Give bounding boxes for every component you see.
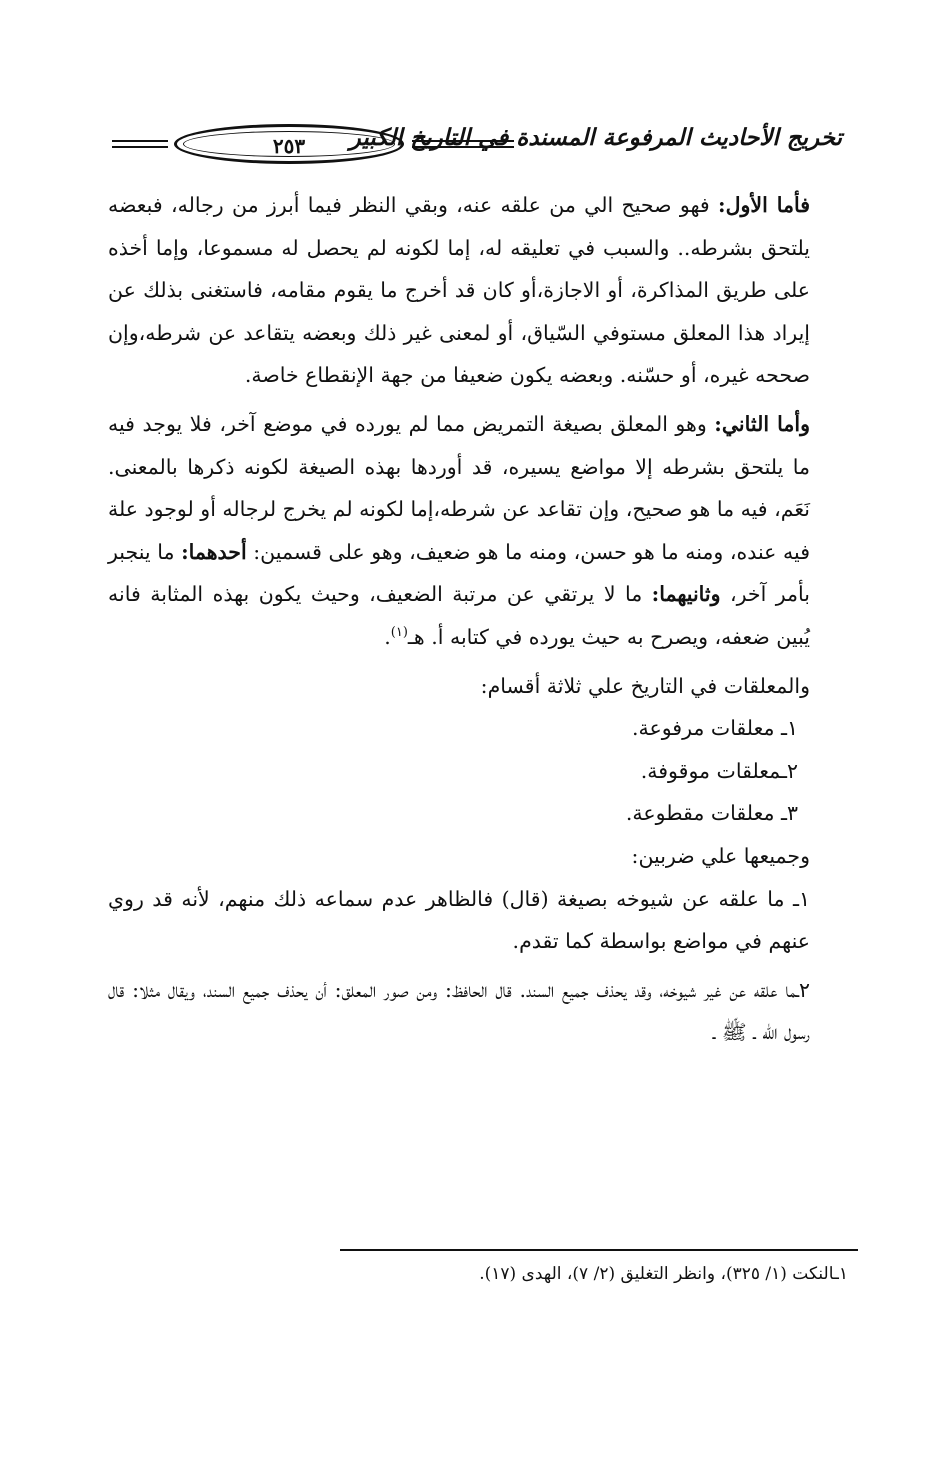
book-title: تخريج الأحاديث المرفوعة المسندة في التاريخ الكبير [349, 124, 842, 151]
list-item: ٣ـ معلقات مقطوعة. [625, 801, 798, 826]
list-item: ٢ـمعلقات موقوفة. [640, 758, 798, 783]
paragraph-kind-one: ١ـ ما علقه عن شيوخه بصيغة (قال) فالظاهر عدم سماعه ذلك منهم، لأنه قد روي عنهم في مواضع بواسطة كما تقدم. [108, 886, 810, 954]
page-number: ٢٥٣ [272, 134, 306, 158]
term-second: وأما الثاني: [714, 411, 810, 436]
header-rule-left [112, 140, 168, 150]
paragraph-text: فهو صحيح الي من علقه عنه، وبقي النظر فيما أبرز من رجاله، فبعضه يلتحق بشرطه.. والسبب في تعليقه له، إما لكونه لم يحصل له مسموعا، وإما أخذه على طريق المذاكرة، أو الاجازة،أو كان قد أخرج ما يقوم مقامه، فاستغنى بذلك عن إيراد هذا المعلق مستوفي السّياق، أو لمعنى غير ذلك وبعضه يتقاعد عن شرطه،وإن صححه غيره، أو حسّنه. وبعضه يكون ضعيفا من جهة الإنقطاع خاصة. [108, 193, 810, 388]
running-header [112, 118, 842, 170]
term-second-of-them: وثانيهما: [651, 582, 721, 607]
paragraph-text: ما ينجبر بأمر آخر، [108, 539, 810, 607]
footnote-divider [340, 1249, 858, 1251]
term-first: فأما الأول: [718, 193, 810, 217]
term-one-of-them: أحدهما: [181, 539, 247, 564]
footnote: ١ـالنكت (١/ ٣٢٥)، وانظر التغليق (٢/ ٧)، الهدى (١٧). [479, 1264, 848, 1284]
paragraph-text: وهو المعلق بصيغة التمريض مما لم يورده في موضع آخر، فلا يوجد فيه ما يلتحق بشرطه إلا مواضع يسيره، قد أوردها بهذه الصيغة لكونه ذكرها بالمعنى. نَعَم، فيه ما هو صحيح، وإن تقاعد عن شرطه،إما لكونه لم يخرج لرجاله أو لوجود علة فيه عنده، ومنه ما هو حسن، ومنه ما هو ضعيف، وهو على قسمين: [108, 411, 810, 564]
paragraph-kind-two: ٢ـما علقه عن غير شيوخه، وقد يحذف جميع السند. قال الحافظ: ومن صور المعلق: أن يحذف جميع السند، ويقال مثلا: قال رسول الله ـ ﷺ ـ [108, 977, 810, 1045]
paragraph-text: ما لا يرتقي عن مرتبة الضعيف، وحيث يكون بهذه المثابة فانه يُبين ضعفه، ويصرح به حيث يورده في كتابه أ. هـ [108, 582, 810, 649]
paragraph-two-kinds: وجميعها علي ضربين: [631, 843, 810, 868]
paragraph-second-type [108, 403, 838, 659]
page-body [108, 184, 838, 1060]
paragraph-end: . [384, 624, 391, 649]
list-item: ١ـ معلقات مرفوعة. [631, 716, 798, 741]
footnote-reference: (١) [390, 625, 408, 641]
paragraph-sections-intro: والمعلقات في التاريخ علي ثلاثة أقسام: [480, 673, 810, 698]
paragraph-first-type [108, 184, 838, 397]
